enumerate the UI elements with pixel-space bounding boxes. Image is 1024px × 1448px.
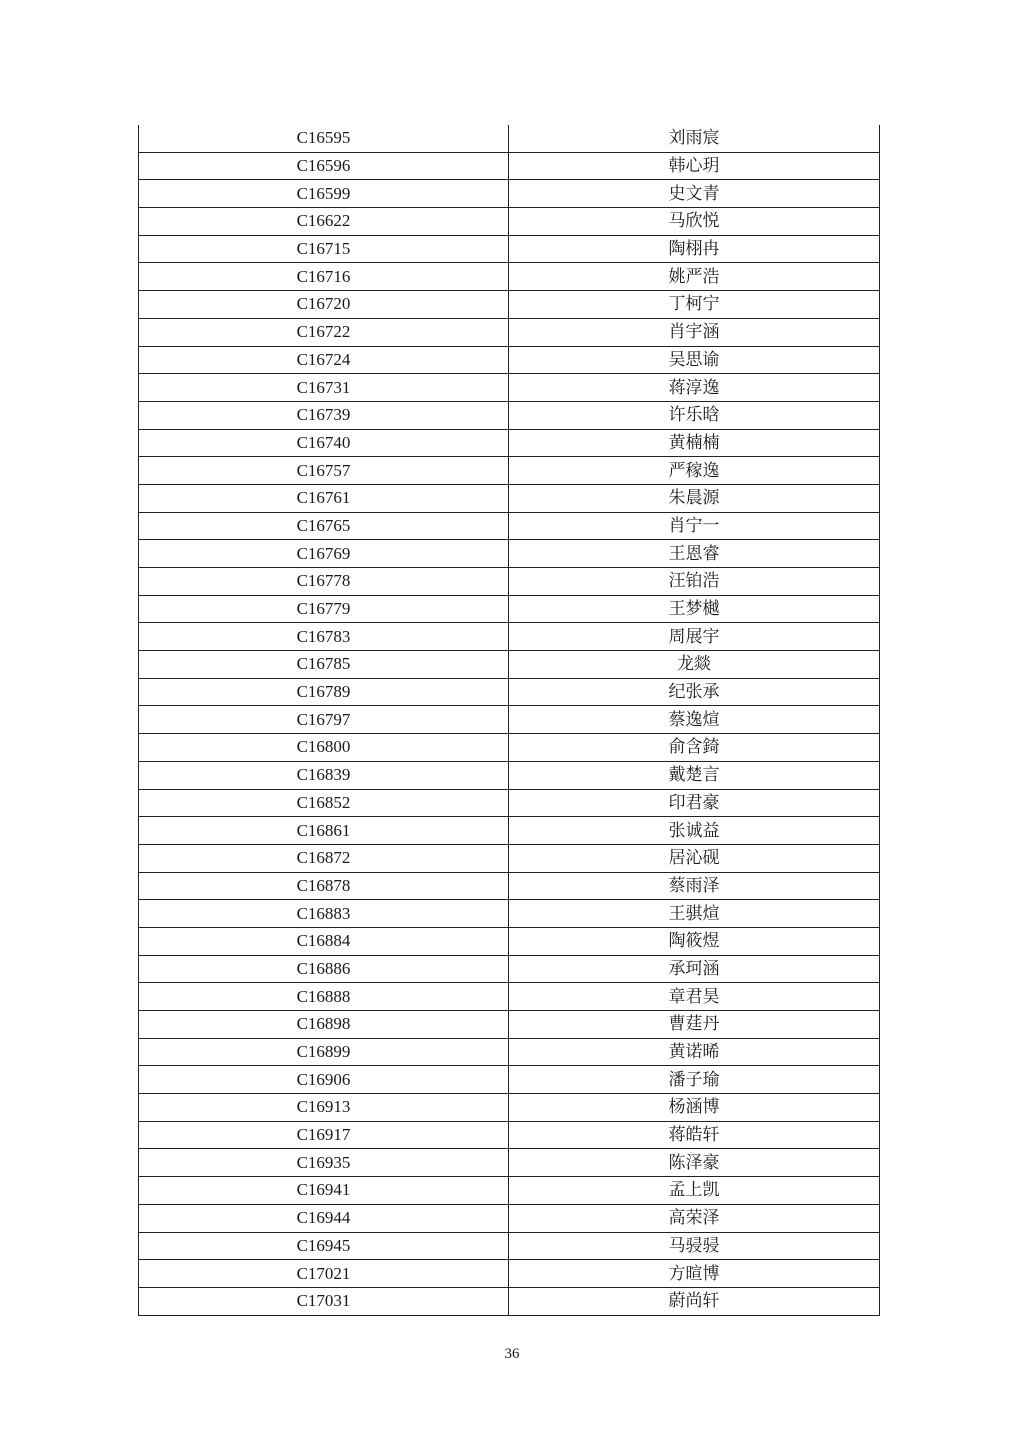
registration-number-cell: C16945 — [139, 1232, 509, 1260]
table-row — [139, 983, 880, 1011]
table-row — [139, 734, 880, 762]
registration-number-cell: C16783 — [139, 623, 509, 651]
student-name-cell: 马骎骎 — [509, 1232, 880, 1260]
student-name-cell: 史文青 — [509, 180, 880, 208]
student-name-cell: 黄诺晞 — [509, 1038, 880, 1066]
registration-number-cell: C16878 — [139, 872, 509, 900]
student-name-cell: 承珂涵 — [509, 955, 880, 983]
registration-number-cell: C16740 — [139, 429, 509, 457]
student-name-cell: 居沁砚 — [509, 844, 880, 872]
table-row — [139, 235, 880, 263]
table-row — [139, 208, 880, 236]
table-row — [139, 817, 880, 845]
table-row — [139, 125, 880, 152]
registration-number-cell: C16800 — [139, 734, 509, 762]
table-row — [139, 651, 880, 679]
registration-number-cell: C16789 — [139, 678, 509, 706]
student-name-cell: 方暄博 — [509, 1260, 880, 1288]
registration-number-cell: C16883 — [139, 900, 509, 928]
student-name-cell: 俞含錡 — [509, 734, 880, 762]
student-name-cell: 曹莛丹 — [509, 1011, 880, 1039]
student-name-cell: 韩心玥 — [509, 152, 880, 180]
registration-number-cell: C16935 — [139, 1149, 509, 1177]
student-name-cell: 龙燚 — [509, 651, 880, 679]
student-name-cell: 纪张承 — [509, 678, 880, 706]
table-row — [139, 1204, 880, 1232]
registration-number-cell: C16944 — [139, 1204, 509, 1232]
table-row — [139, 1287, 880, 1315]
table-row — [139, 568, 880, 596]
roster-table — [138, 125, 880, 1316]
student-name-cell: 许乐晗 — [509, 401, 880, 429]
registration-number-cell: C17021 — [139, 1260, 509, 1288]
table-row — [139, 318, 880, 346]
registration-number-cell: C16899 — [139, 1038, 509, 1066]
registration-number-cell: C16599 — [139, 180, 509, 208]
registration-number-cell: C16769 — [139, 540, 509, 568]
student-name-cell: 蔚尚轩 — [509, 1287, 880, 1315]
registration-number-cell: C16884 — [139, 927, 509, 955]
table-row — [139, 1038, 880, 1066]
registration-number-cell: C16913 — [139, 1094, 509, 1122]
student-name-cell: 陶筱煜 — [509, 927, 880, 955]
table-row — [139, 1232, 880, 1260]
registration-number-cell: C16898 — [139, 1011, 509, 1039]
student-name-cell: 姚严浩 — [509, 263, 880, 291]
student-name-cell: 王骐煊 — [509, 900, 880, 928]
registration-number-cell: C16761 — [139, 484, 509, 512]
student-name-cell: 肖宇涵 — [509, 318, 880, 346]
student-name-cell: 朱晨源 — [509, 484, 880, 512]
student-name-cell: 蒋皓轩 — [509, 1121, 880, 1149]
registration-number-cell: C16757 — [139, 457, 509, 485]
registration-number-cell: C16906 — [139, 1066, 509, 1094]
table-row — [139, 1011, 880, 1039]
registration-number-cell: C16779 — [139, 595, 509, 623]
student-name-cell: 刘雨宸 — [509, 125, 880, 152]
student-name-cell: 丁柯宁 — [509, 291, 880, 319]
table-row — [139, 1066, 880, 1094]
registration-number-cell: C16596 — [139, 152, 509, 180]
table-row — [139, 374, 880, 402]
table-row — [139, 291, 880, 319]
registration-number-cell: C16778 — [139, 568, 509, 596]
table-row — [139, 623, 880, 651]
registration-number-cell: C16886 — [139, 955, 509, 983]
student-name-cell: 蔡雨泽 — [509, 872, 880, 900]
registration-number-cell: C17031 — [139, 1287, 509, 1315]
student-name-cell: 黄楠楠 — [509, 429, 880, 457]
table-row — [139, 346, 880, 374]
table-row — [139, 512, 880, 540]
table-row — [139, 955, 880, 983]
table-row — [139, 180, 880, 208]
table-row — [139, 900, 880, 928]
registration-number-cell: C16720 — [139, 291, 509, 319]
table-row — [139, 595, 880, 623]
registration-number-cell: C16765 — [139, 512, 509, 540]
table-row — [139, 1121, 880, 1149]
page-number: 36 — [504, 1346, 520, 1362]
student-name-cell: 戴楚言 — [509, 761, 880, 789]
registration-number-cell: C16785 — [139, 651, 509, 679]
student-name-cell: 陶栩冉 — [509, 235, 880, 263]
table-row — [139, 678, 880, 706]
student-name-cell: 周展宇 — [509, 623, 880, 651]
registration-number-cell: C16716 — [139, 263, 509, 291]
student-name-cell: 孟上凯 — [509, 1177, 880, 1205]
table-row — [139, 706, 880, 734]
table-row — [139, 263, 880, 291]
registration-number-cell: C16941 — [139, 1177, 509, 1205]
student-name-cell: 马欣悦 — [509, 208, 880, 236]
table-row — [139, 1260, 880, 1288]
student-name-cell: 杨涵博 — [509, 1094, 880, 1122]
table-row — [139, 844, 880, 872]
student-name-cell: 潘子瑜 — [509, 1066, 880, 1094]
registration-number-cell: C16724 — [139, 346, 509, 374]
student-name-cell: 蔡逸煊 — [509, 706, 880, 734]
student-name-cell: 陈泽豪 — [509, 1149, 880, 1177]
registration-number-cell: C16715 — [139, 235, 509, 263]
registration-number-cell: C16595 — [139, 125, 509, 152]
registration-number-cell: C16852 — [139, 789, 509, 817]
table-row — [139, 1094, 880, 1122]
table-row — [139, 540, 880, 568]
registration-number-cell: C16722 — [139, 318, 509, 346]
student-name-cell: 严稼逸 — [509, 457, 880, 485]
registration-number-cell: C16917 — [139, 1121, 509, 1149]
student-name-cell: 王梦樾 — [509, 595, 880, 623]
student-name-cell: 张诚益 — [509, 817, 880, 845]
registration-number-cell: C16872 — [139, 844, 509, 872]
table-row — [139, 927, 880, 955]
student-name-cell: 肖宁一 — [509, 512, 880, 540]
registration-number-cell: C16888 — [139, 983, 509, 1011]
table-row — [139, 152, 880, 180]
student-name-cell: 章君昊 — [509, 983, 880, 1011]
student-name-cell: 印君豪 — [509, 789, 880, 817]
registration-number-cell: C16861 — [139, 817, 509, 845]
table-row — [139, 401, 880, 429]
registration-number-cell: C16739 — [139, 401, 509, 429]
registration-number-cell: C16622 — [139, 208, 509, 236]
table-row — [139, 789, 880, 817]
table-row — [139, 429, 880, 457]
table-row — [139, 484, 880, 512]
registration-number-cell: C16797 — [139, 706, 509, 734]
student-name-cell: 蒋淳逸 — [509, 374, 880, 402]
student-name-cell: 高荣泽 — [509, 1204, 880, 1232]
student-name-cell: 吴思谕 — [509, 346, 880, 374]
table-row — [139, 457, 880, 485]
table-row — [139, 872, 880, 900]
roster-table-body — [139, 125, 880, 1315]
table-row — [139, 1177, 880, 1205]
student-name-cell: 汪铂浩 — [509, 568, 880, 596]
registration-number-cell: C16731 — [139, 374, 509, 402]
registration-number-cell: C16839 — [139, 761, 509, 789]
table-row — [139, 1149, 880, 1177]
table-row — [139, 761, 880, 789]
student-name-cell: 王恩睿 — [509, 540, 880, 568]
